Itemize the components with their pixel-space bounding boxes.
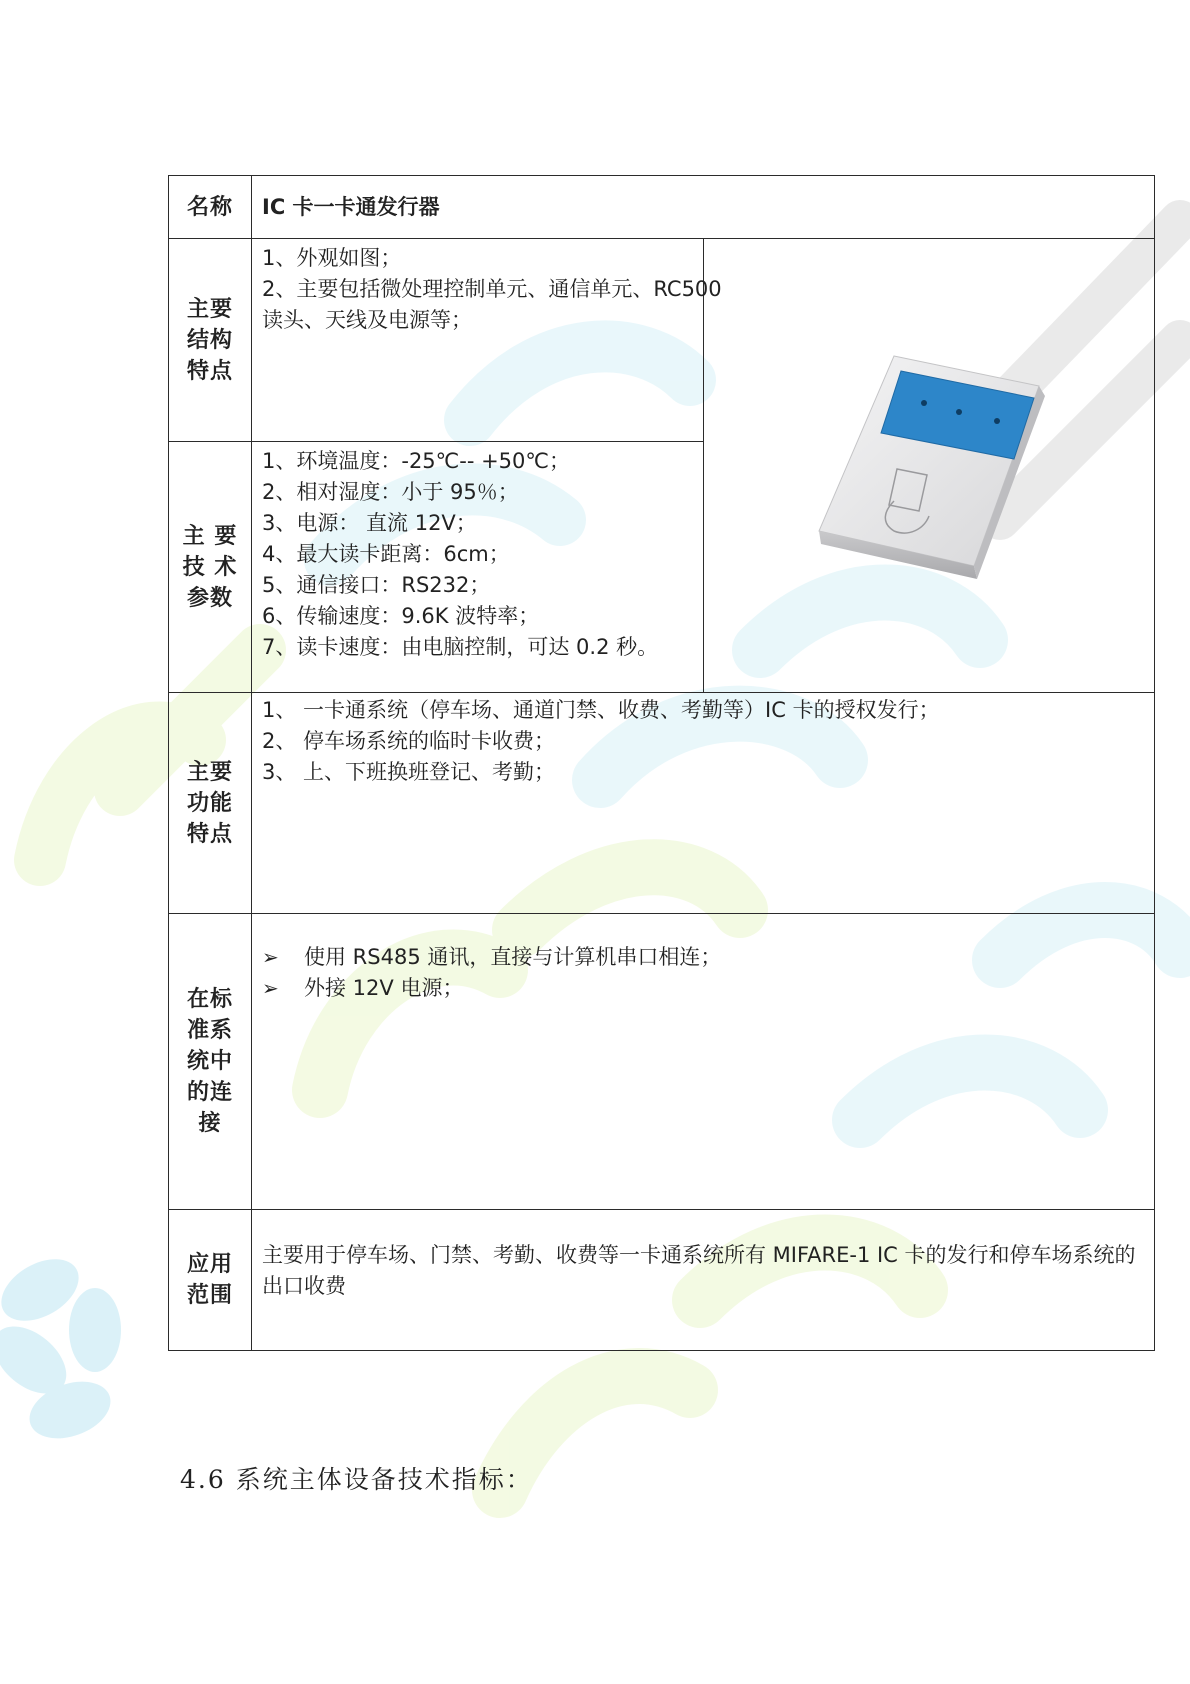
structure-row: [169, 239, 1155, 442]
connection-item-text: 外接 12V 电源；: [304, 976, 464, 1000]
structure-line: 1、外观如图；: [262, 246, 402, 270]
parameter-line: 1、环境温度：-25℃-- +50℃；: [262, 449, 570, 473]
structure-line: 2、主要包括微处理控制单元、通信单元、RC500: [262, 277, 722, 301]
connection-content: [252, 914, 1155, 1210]
watermark-logo-icon: [0, 1246, 121, 1448]
parameter-line: 4、最大读卡距离：6cm；: [262, 542, 510, 566]
connection-item: [262, 942, 1146, 973]
spec-table: [168, 175, 1155, 1351]
application-text: 主要用于停车场、门禁、考勤、收费等一卡通系统所有 MIFARE-1 IC 卡的发行和停车场系统的出口收费: [262, 1243, 1136, 1298]
application-row: [169, 1210, 1155, 1351]
functions-label-line-3: 特点: [186, 821, 233, 847]
parameter-line: 3、电源： 直流 12V；: [262, 511, 477, 535]
name-label: 名称: [169, 176, 252, 239]
parameters-label-line-3: 参数: [186, 585, 233, 611]
connection-label-line-1: 在标: [186, 987, 233, 1012]
connection-label-line-3: 统中: [186, 1049, 233, 1074]
parameter-line: 5、通信接口：RS232；: [262, 573, 491, 597]
functions-label-line-1: 主要: [186, 759, 233, 785]
connection-label-line-4: 的连: [186, 1080, 233, 1105]
name-value: IC 卡一卡通发行器: [262, 194, 440, 219]
structure-line: 读头、天线及电源等；: [262, 308, 472, 332]
connection-item: [262, 973, 1146, 1004]
structure-label-line-2: 结构: [186, 327, 233, 353]
parameters-label-line-1: 主 要: [182, 523, 238, 549]
parameter-line: 6、传输速度：9.6K 波特率；: [262, 604, 540, 628]
application-label: [169, 1210, 252, 1351]
application-content: [252, 1210, 1155, 1351]
name-value-cell: [252, 176, 1155, 239]
connection-label-line-2: 准系: [186, 1018, 233, 1043]
connection-row: [169, 914, 1155, 1210]
structure-content: [252, 239, 722, 442]
application-label-line-1: 应用: [186, 1252, 233, 1277]
arrow-bullet-icon: ➢: [262, 976, 279, 1000]
function-line: 2、 停车场系统的临时卡收费；: [262, 729, 556, 753]
connection-item-text: 使用 RS485 通讯，直接与计算机串口相连；: [304, 945, 722, 969]
structure-label: [169, 239, 252, 442]
card-reader-device-icon: [799, 341, 1059, 581]
connection-label-line-5: 接: [198, 1111, 222, 1136]
parameters-label-line-2: 技 术: [182, 554, 238, 580]
functions-content: [252, 693, 1155, 914]
structure-label-line-3: 特点: [186, 358, 233, 384]
functions-row: [169, 693, 1155, 914]
parameter-line: 7、读卡速度：由电脑控制，可达 0.2 秒。: [262, 635, 659, 659]
arrow-bullet-icon: ➢: [262, 945, 279, 969]
name-row: [169, 176, 1155, 239]
function-line: 3、 上、下班换班登记、考勤；: [262, 760, 556, 784]
structure-label-line-1: 主要: [186, 296, 233, 322]
functions-label: [169, 693, 252, 914]
functions-label-line-2: 功能: [186, 790, 233, 816]
function-line: 1、 一卡通系统（停车场、通道门禁、收费、考勤等）IC 卡的授权发行；: [262, 698, 940, 722]
connection-label: [169, 914, 252, 1210]
parameter-line: 2、相对湿度：小于 95％；: [262, 480, 519, 504]
parameters-label: [169, 442, 252, 693]
parameters-content: [252, 442, 704, 693]
section-heading: 4.6 系统主体设备技术指标：: [180, 1465, 533, 1494]
application-label-line-2: 范围: [186, 1283, 233, 1308]
device-image-cell: [703, 239, 1155, 693]
